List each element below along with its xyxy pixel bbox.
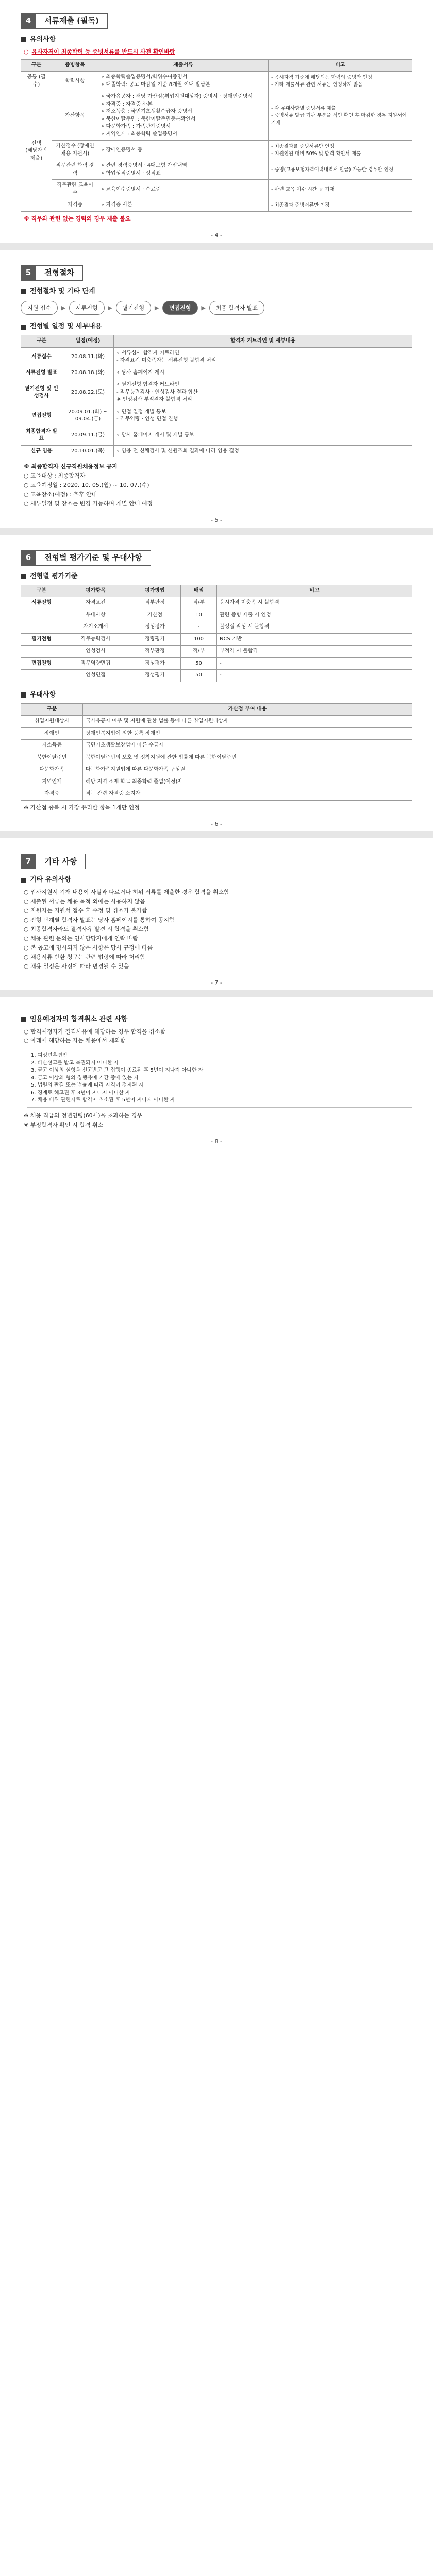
final-notes (21, 1112, 412, 1129)
page-divider (0, 990, 433, 997)
table-row (21, 597, 412, 609)
table-row (21, 141, 412, 160)
cell-item: 자격증 (52, 199, 98, 212)
table-row (21, 788, 412, 801)
cell-note: 부적격 시 불합격 (217, 646, 412, 658)
cell-note: - 관련 교육 이수 시간 등 기재 (269, 180, 412, 199)
table-row (21, 716, 412, 728)
list-item: 3. 금고 이상의 실형을 선고받고 그 집행이 종료된 후 5년이 지나지 아니한 자 (31, 1067, 204, 1074)
cell-category: 면접전형 (21, 657, 62, 670)
cell-item: 자격요건 (62, 597, 129, 609)
cell-date: 20.08.18.(화) (62, 367, 114, 379)
cell-note: - 응시자격 기준에 해당되는 학력의 증빙만 인정 - 기타 제출서류 관련 서류는 인정하지 않음 (269, 72, 412, 91)
evaluation-table (21, 585, 412, 682)
cell-category: 서류접수 (21, 347, 62, 367)
page-divider (0, 528, 433, 535)
page-number: - 8 - (211, 1138, 222, 1145)
notice-line: ○ 유사자격이 최종학력 등 증빙서류를 반드시 사전 확인바람 (24, 48, 175, 55)
cell-score: 적/부 (181, 646, 217, 658)
cell-score: 50 (181, 657, 217, 670)
cell-category: 선택 (해당자만 제출) (21, 91, 52, 212)
table-row (21, 406, 412, 426)
section-4-header (21, 13, 412, 29)
table-row (21, 367, 412, 379)
note-line: ○ 교육예정일 : 2020. 10. 05.(월) ~ 10. 07.(수) (24, 482, 149, 489)
cell-date: 20.09.01.(화) ~ 09.04.(금) (62, 406, 114, 426)
list-item: ○ 최종합격자라도 결격사유 발견 시 합격을 취소함 (24, 926, 149, 933)
list-item: 1. 피성년후견인 (31, 1053, 68, 1059)
cell-category: 필기전형 (21, 633, 62, 646)
cell-docs: ∘ 관련 경력증명서 · 4대보험 가입내역 ∘ 학업성적증명서 · 성적표 (98, 160, 269, 180)
page-number: - 4 - (211, 231, 222, 239)
cell-body: ∘ 필기전형 합격자 커트라인 - 직무능력검사 · 인성검사 결과 합산 ※ 인성검사 부적격자 불합격 처리 (114, 379, 412, 406)
cell-category: 저소득층 (21, 740, 83, 752)
col-header: 배점 (181, 585, 217, 597)
table-row (21, 72, 412, 91)
table-row (21, 764, 412, 776)
cell-category: 필기전형 및 인성검사 (21, 379, 62, 406)
table-row (21, 646, 412, 658)
cell-method: 적부판정 (129, 646, 181, 658)
cell-item: 가산항목 (52, 91, 98, 141)
cell-body: ∘ 당사 홈페이지 게시 및 개별 통보 (114, 426, 412, 445)
cell-note: 관련 증빙 제출 시 인정 (217, 609, 412, 621)
cell-docs: ∘ 최종학력졸업증명서/학위수여증명서 ∘ 대졸학력: 공고 마감일 기준 8개월 이내 발급본 (98, 72, 269, 91)
cell-docs: ∘ 장애인증명서 등 (98, 141, 269, 160)
misc-items (21, 888, 412, 970)
cell-score: - (181, 621, 217, 634)
list-item: ○ 아래에 해당하는 자는 채용에서 제외함 (24, 1037, 126, 1044)
cell-method: 정성평가 (129, 670, 181, 682)
list-item: ○ 채용 일정은 사정에 따라 변경될 수 있음 (24, 962, 129, 970)
table-row (21, 379, 412, 406)
square-bullet-icon (21, 692, 26, 698)
col-header: 구분 (21, 335, 62, 348)
col-header: 비고 (217, 585, 412, 597)
cell-body: 북한이탈주민의 보호 및 정착지원에 관한 법률에 따른 북한이탈주민 (83, 752, 412, 764)
note-line: ○ 교육장소(예정) : 추후 안내 (24, 491, 97, 498)
cell-item: 인성검사 (62, 646, 129, 658)
cell-date: 20.10.01.(목) (62, 445, 114, 457)
sub-heading: 전형별 평가기준 (21, 572, 412, 582)
cell-category: 면접전형 (21, 406, 62, 426)
cell-note: - 각 우대사항별 증빙서류 제출 - 증빙서류 발급 기관 부분을 식인 확인 후 마감한 경우 지원서에 기재 (269, 91, 412, 141)
cell-score: 50 (181, 670, 217, 682)
section-7-header (21, 854, 412, 869)
cell-category: 최종합격자 발표 (21, 426, 62, 445)
cell-method: 정성평가 (129, 657, 181, 670)
list-item: ○ 채용서류 반환 청구는 관련 법령에 따라 처리함 (24, 953, 145, 960)
table-row (21, 180, 412, 199)
col-header: 평가항목 (62, 585, 129, 597)
cell-date: 20.09.11.(금) (62, 426, 114, 445)
col-header: 구분 (21, 585, 62, 597)
list-item: ○ 입사지원서 기재 내용이 사실과 다르거나 허위 서류를 제출한 경우 합격을 취소함 (24, 889, 229, 896)
section-number: 7 (21, 854, 36, 869)
cell-category (21, 670, 62, 682)
cell-body: ∘ 서류심사 합격자 커트라인 - 자격요건 미충족자는 서류전형 불합격 처리 (114, 347, 412, 367)
arrow-right-icon: ▶ (201, 304, 206, 311)
cell-item: 학력사항 (52, 72, 98, 91)
cell-category (21, 609, 62, 621)
cell-score: 10 (181, 609, 217, 621)
square-bullet-icon (21, 325, 26, 330)
arrow-right-icon: ▶ (154, 304, 159, 311)
table-row (21, 727, 412, 740)
section-number: 6 (21, 550, 36, 566)
documents-table (21, 59, 412, 212)
square-bullet-icon (21, 1017, 26, 1022)
cell-category: 지역인재 (21, 776, 83, 788)
section-title: 기타 사항 (36, 854, 86, 869)
table-row (21, 445, 412, 457)
cell-item: 인성면접 (62, 670, 129, 682)
note-line: ※ 최종합격자 신규직원채용정보 공지 (24, 463, 118, 470)
table-row (21, 91, 412, 141)
list-item: 2. 파산선고를 받고 복권되지 아니한 자 (31, 1060, 119, 1066)
table-row (21, 752, 412, 764)
section-5-header (21, 265, 412, 281)
table-row (21, 160, 412, 180)
cell-body: 해당 지역 소재 학교 최종학력 졸업(예정)자 (83, 776, 412, 788)
cell-note: NCS 기반 (217, 633, 412, 646)
col-header: 가산점 부여 내용 (83, 703, 412, 716)
cell-body: 직무 관련 자격증 소지자 (83, 788, 412, 801)
flow-step-active: 면접전형 (162, 301, 198, 315)
sub-heading: 유의사항 (21, 35, 412, 45)
arrow-right-icon: ▶ (108, 304, 112, 311)
table-row (21, 621, 412, 634)
page-divider (0, 831, 433, 838)
col-header: 제출서류 (98, 59, 269, 72)
cell-category: 공통 (필수) (21, 72, 52, 91)
cell-category: 장애인 (21, 727, 83, 740)
col-header: 일정(예정) (62, 335, 114, 348)
list-item: ○ 합격예정자가 결격사유에 해당하는 경우 합격을 취소함 (24, 1028, 165, 1035)
page-number: - 7 - (211, 979, 222, 986)
disqualification-box (27, 1049, 412, 1108)
list-item: ○ 채용 관련 문의는 인사담당자에게 연락 바람 (24, 935, 138, 942)
cell-item: 직무능력검사 (62, 633, 129, 646)
list-item: ○ 전형 단계별 합격자 발표는 당사 홈페이지를 통하여 공지함 (24, 917, 175, 924)
arrow-right-icon: ▶ (61, 304, 66, 311)
cell-note: - 증빙(고용보험자격이력내역서 발급) 가능한 경우만 인정 (269, 160, 412, 180)
cell-item: 우대사항 (62, 609, 129, 621)
flow-step: 필기전형 (116, 301, 152, 315)
career-note: ※ 직무와 관련 없는 경력의 경우 제출 불요 (24, 215, 131, 222)
cell-item: 직무관련 교육이수 (52, 180, 98, 199)
square-bullet-icon (21, 37, 26, 42)
col-header: 합격자 커트라인 및 세부내용 (114, 335, 412, 348)
list-item: ※ 채용 직급의 정년연령(60세)을 초과하는 경우 (24, 1112, 142, 1119)
list-item: 6. 징계로 해고된 후 3년이 지나지 아니한 자 (31, 1090, 130, 1096)
cell-category: 북한이탈주민 (21, 752, 83, 764)
cell-body: ∘ 임용 전 신체검사 및 신원조회 결과에 따라 임용 결정 (114, 445, 412, 457)
cell-method: 적부판정 (129, 597, 181, 609)
table-row (21, 776, 412, 788)
table-row (21, 633, 412, 646)
col-header: 구분 (21, 703, 83, 716)
col-header: 평가방법 (129, 585, 181, 597)
cancel-items (21, 1028, 412, 1045)
section-title: 전형절차 (36, 265, 83, 281)
cell-date: 20.08.11.(화) (62, 347, 114, 367)
cell-body: ∘ 당사 홈페이지 게시 (114, 367, 412, 379)
list-item: ○ 지원자는 지원서 접수 후 수정 및 취소가 불가함 (24, 907, 147, 914)
square-bullet-icon (21, 289, 26, 294)
cell-docs: ∘ 국가유공자 : 해당 가산점(취업지원대상자) 증명서 · 장애인증명서 ∘ 자격증 : 자격증 사본 ∘ 저소득층 : 국민기초생활수급자 증명서 ∘ 북한이탈주민 : 북한이탈주민등록확인서 ∘ 다문화가족 : 가족관계증명서 ∘ 지역인재 : 최종학력 졸업증명서 (98, 91, 269, 141)
sub-heading: 임용예정자의 합격취소 관련 사항 (21, 1015, 412, 1025)
flow-step: 지원 접수 (21, 301, 58, 315)
cell-note: - (217, 670, 412, 682)
sub-heading: 기타 유의사항 (21, 875, 412, 885)
section-6-header (21, 550, 412, 566)
schedule-table (21, 335, 412, 457)
cell-docs: ∘ 교육이수증명서 · 수료증 (98, 180, 269, 199)
note-line: ○ 세부일정 및 장소는 변경 가능하며 개별 안내 예정 (24, 500, 153, 507)
cell-category: 다문화가족 (21, 764, 83, 776)
list-item: ○ 본 공고에 명시되지 않은 사항은 당사 규정에 따름 (24, 944, 153, 951)
table-row (21, 609, 412, 621)
page-divider (0, 243, 433, 250)
table-row (21, 347, 412, 367)
cell-category (21, 646, 62, 658)
cell-category (21, 621, 62, 634)
cell-item: 직무역량면접 (62, 657, 129, 670)
page-number: - 5 - (211, 516, 222, 523)
table-row (21, 657, 412, 670)
col-header: 비고 (269, 59, 412, 72)
col-header: 구분 (21, 59, 52, 72)
section-number: 4 (21, 13, 36, 29)
cell-body: 국민기초생활보장법에 따른 수급자 (83, 740, 412, 752)
list-item: 7. 채용 비위 관련자로 합격이 취소된 후 5년이 지나지 아니한 자 (31, 1097, 175, 1104)
cell-item: 자기소개서 (62, 621, 129, 634)
cell-docs: ∘ 자격증 사본 (98, 199, 269, 212)
section-title: 서류제출 (필독) (36, 13, 108, 29)
cell-score: 100 (181, 633, 217, 646)
table-row (21, 199, 412, 212)
cell-item: 직무관련 학력 경력 (52, 160, 98, 180)
cell-method: 가산점 (129, 609, 181, 621)
preference-note: ※ 가산점 중복 시 가장 유리한 항목 1개만 인정 (24, 804, 140, 811)
cell-category: 서류전형 (21, 597, 62, 609)
cell-category: 서류전형 발표 (21, 367, 62, 379)
note-line: ○ 교육대상 : 최종합격자 (24, 472, 86, 480)
cell-note: - 최종결과 증빙서류만 인정 (269, 199, 412, 212)
cell-note: 응시자격 미충족 시 불합격 (217, 597, 412, 609)
section-title: 전형별 평가기준 및 우대사항 (36, 550, 151, 566)
cell-body: 국가유공자 예우 및 지원에 관한 법률 등에 따른 취업지원대상자 (83, 716, 412, 728)
cell-category: 신규 임용 (21, 445, 62, 457)
cell-score: 적/부 (181, 597, 217, 609)
list-item: ※ 부정합격자 확인 시 합격 취소 (24, 1121, 104, 1128)
list-item: ○ 제출된 서류는 채용 목적 외에는 사용하지 않음 (24, 898, 145, 905)
cell-method: 정량평가 (129, 633, 181, 646)
square-bullet-icon (21, 574, 26, 579)
cell-item: 가산점수 (장애인채용 지원시) (52, 141, 98, 160)
cell-body: 장애인복지법에 의한 등록 장애인 (83, 727, 412, 740)
flow-step: 서류전형 (69, 301, 105, 315)
document-page (0, 0, 433, 1154)
schedule-notes (21, 463, 412, 508)
table-row (21, 426, 412, 445)
sub-heading: 전형절차 및 기타 단계 (21, 287, 412, 297)
cell-body: 다문화가족지원법에 따른 다문화가족 구성원 (83, 764, 412, 776)
page-number: - 6 - (211, 820, 222, 827)
cell-category: 취업지원대상자 (21, 716, 83, 728)
cell-note: 불성실 작성 시 불합격 (217, 621, 412, 634)
cell-body: ∘ 면접 일정 개별 통보 - 직무역량 · 인성 면접 진행 (114, 406, 412, 426)
cell-method: 정성평가 (129, 621, 181, 634)
process-flow (21, 301, 412, 315)
section-number: 5 (21, 265, 36, 281)
list-item: 4. 금고 이상의 형의 집행유예 기간 중에 있는 자 (31, 1075, 139, 1081)
table-row (21, 670, 412, 682)
preference-table (21, 703, 412, 801)
sub-heading: 전형별 일정 및 세부내용 (21, 322, 412, 332)
cell-date: 20.08.22.(토) (62, 379, 114, 406)
sub-heading: 우대사항 (21, 690, 412, 700)
cell-note: - (217, 657, 412, 670)
flow-step: 최종 합격자 발표 (209, 301, 264, 315)
col-header: 증빙항목 (52, 59, 98, 72)
square-bullet-icon (21, 878, 26, 883)
cell-category: 자격증 (21, 788, 83, 801)
list-item: 5. 법원의 판결 또는 법률에 따라 자격이 정지된 자 (31, 1082, 144, 1089)
cell-note: - 최종결과를 증빙서류만 인정 - 지원인원 대비 50% 및 합격 확인서 제출 (269, 141, 412, 160)
table-row (21, 740, 412, 752)
